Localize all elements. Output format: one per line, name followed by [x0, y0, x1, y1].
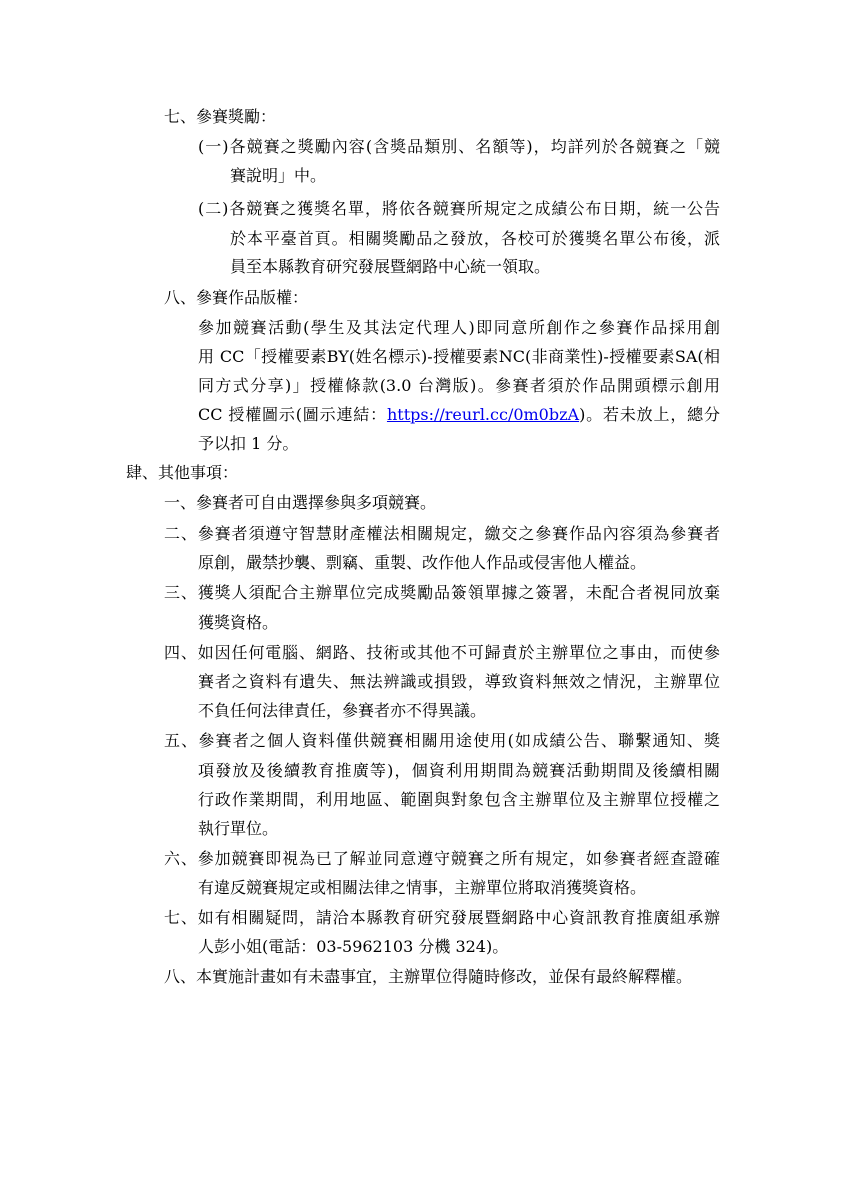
other-item-8-line-1: 八、本實施計畫如有未盡事宜，主辦單位得隨時修改，並保有最終解釋權。 — [164, 967, 693, 986]
other-item-4-line-3: 不負任何法律責任，參賽者亦不得異議。 — [198, 701, 487, 720]
other-item-6-line-1: 六、參加競賽即視為已了解並同意遵守競賽之所有規定，如參賽者經查證確 — [164, 849, 720, 868]
part-heading-other-matters: 肆、其他事項： — [126, 463, 239, 482]
other-item-4-line-1: 四、如因任何電腦、網路、技術或其他不可歸責於主辦單位之事由，而使參 — [164, 643, 720, 662]
other-item-2-line-2: 原創，嚴禁抄襲、剽竊、重製、改作他人作品或侵害他人權益。 — [198, 553, 647, 572]
other-item-5-line-2: 項發放及後續教育推廣等)，個資利用期間為競賽活動期間及後續相關 — [198, 761, 720, 780]
awards-item-1-line-2: 賽說明」中。 — [230, 166, 327, 185]
other-item-5-line-3: 行政作業期間，利用地區、範圍與對象包含主辦單位及主辦單位授權之 — [198, 790, 720, 809]
other-item-3-line-1: 三、獲獎人須配合主辦單位完成獎勵品簽領單據之簽署，未配合者視同放棄 — [164, 583, 720, 602]
section-heading-copyright: 八、參賽作品版權： — [164, 288, 309, 307]
other-item-7-line-2: 人彭小姐(電話：03-5962103 分機 324)。 — [198, 937, 509, 956]
other-item-6-line-2: 有違反競賽規定或相關法律之情事，主辦單位將取消獲獎資格。 — [198, 878, 647, 897]
other-item-7-line-1: 七、如有相關疑問，請洽本縣教育研究發展暨網路中心資訊教育推廣組承辦 — [164, 908, 720, 927]
copyright-line-4-suffix: )。若未放上，總分 — [579, 405, 720, 424]
awards-item-2-line-3: 員至本縣教育研究發展暨網路中心統一領取。 — [230, 257, 551, 276]
copyright-line-1: 參加競賽活動(學生及其法定代理人)即同意所創作之參賽作品採用創 — [198, 318, 720, 337]
other-item-4-line-2: 賽者之資料有遺失、無法辨識或損毀，導致資料無效之情況，主辦單位 — [198, 672, 720, 691]
other-item-5-line-1: 五、參賽者之個人資料僅供競賽相關用途使用(如成績公告、聯繫通知、獎 — [164, 731, 720, 750]
other-item-3-line-2: 獲獎資格。 — [198, 613, 279, 632]
copyright-line-5: 予以扣 1 分。 — [198, 434, 299, 453]
cc-icon-link[interactable]: https://reurl.cc/0m0bzA — [386, 405, 580, 424]
copyright-line-4 — [198, 404, 720, 426]
section-heading-awards: 七、參賽獎勵： — [164, 107, 277, 126]
other-item-1-line-1: 一、參賽者可自由選擇參與多項競賽。 — [164, 493, 437, 512]
copyright-line-2: 用 CC「授權要素BY(姓名標示)-授權要素NC(非商業性)-授權要素SA(相 — [198, 347, 720, 366]
other-item-2-line-1: 二、參賽者須遵守智慧財產權法相關規定，繳交之參賽作品內容須為參賽者 — [164, 524, 720, 543]
copyright-line-3: 同方式分享)」授權條款(3.0 台灣版)。參賽者須於作品開頭標示創用 — [198, 376, 720, 395]
awards-item-1-line-1: (一)各競賽之獎勵內容(含獎品類別、名額等)，均詳列於各競賽之「競 — [198, 137, 720, 156]
copyright-line-4-prefix: CC 授權圖示(圖示連結： — [198, 405, 387, 424]
other-item-5-line-4: 執行單位。 — [198, 819, 279, 838]
awards-item-2-line-2: 於本平臺首頁。相關獎勵品之發放，各校可於獲獎名單公布後，派 — [230, 229, 720, 248]
awards-item-2-line-1: (二)各競賽之獲獎名單，將依各競賽所規定之成績公布日期，統一公告 — [198, 199, 720, 218]
